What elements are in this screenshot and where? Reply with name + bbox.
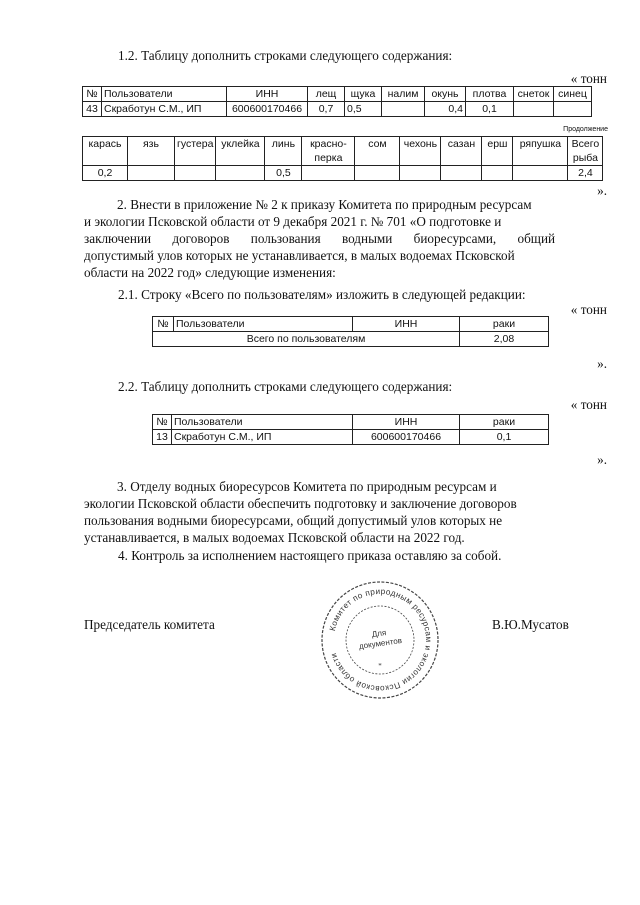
table-header-row: [153, 415, 549, 430]
total-table: [152, 316, 549, 347]
table-cell: 0,1: [466, 102, 514, 117]
table-cell: [128, 166, 175, 181]
table-cell: [355, 166, 400, 181]
header-cell: сом: [355, 137, 400, 166]
header-cell: густера: [175, 137, 216, 166]
svg-text:документов: документов: [358, 635, 403, 651]
header-cell: лещ: [308, 87, 345, 102]
table-header-row: [83, 137, 603, 166]
fish-table-part1: [82, 86, 592, 117]
header-cell: уклейка: [216, 137, 265, 166]
svg-text:*: *: [378, 662, 382, 670]
table-cell: 0,2: [83, 166, 128, 181]
table-cell: 600600170466: [227, 102, 308, 117]
header-cell: налим: [382, 87, 425, 102]
continuation-label: Продолжение: [563, 126, 608, 133]
paragraph-2-line-3: заключении договоров пользования водными биоресурсами, общий: [84, 231, 556, 246]
unit-label-tons-2: « тонн: [570, 302, 607, 317]
header-cell: линь: [265, 137, 302, 166]
table-cell: [216, 166, 265, 181]
table-cell: 2,4: [568, 166, 603, 181]
table-cell: [302, 166, 355, 181]
table-cell: 0,5: [265, 166, 302, 181]
header-cell: снеток: [514, 87, 554, 102]
header-cell: ряпушка: [513, 137, 568, 166]
table-cell: 43: [83, 102, 102, 117]
header-cell: окунь: [425, 87, 466, 102]
table-cell: [175, 166, 216, 181]
header-cell: Пользователи: [102, 87, 227, 102]
closing-quote-2: ».: [597, 356, 607, 371]
header-cell: ерш: [482, 137, 513, 166]
header-cell: сазан: [441, 137, 482, 166]
signature-name: В.Ю.Мусатов: [492, 617, 569, 632]
header-cell: ИНН: [353, 415, 460, 430]
paragraph-2-line-5: области на 2022 год» следующие изменения:: [84, 265, 336, 280]
table-cell: [441, 166, 482, 181]
raki-table: [152, 414, 549, 445]
header-cell: №: [153, 415, 172, 430]
table-header-row: [83, 87, 592, 102]
table-cell: [482, 166, 513, 181]
table-cell: 0,7: [308, 102, 345, 117]
header-cell: ИНН: [353, 317, 460, 332]
table-row: [83, 102, 592, 117]
fish-table-part2: [82, 136, 603, 181]
paragraph-3-line-3: пользования водными биоресурсами, общий допустимый улов которых не: [84, 513, 503, 528]
closing-quote-3: ».: [597, 452, 607, 467]
table-cell: 0,1: [460, 430, 549, 445]
total-value-cell: 2,08: [460, 332, 549, 347]
header-cell: щука: [345, 87, 382, 102]
paragraph-4: 4. Контроль за исполнением настоящего приказа оставляю за собой.: [118, 548, 502, 563]
header-cell: красно- перка: [302, 137, 355, 166]
section-2-1-heading: 2.1. Строку «Всего по пользователям» изложить в следующей редакции:: [118, 287, 526, 302]
closing-quote-1: ».: [597, 183, 607, 198]
paragraph-2-line-1: 2. Внести в приложение № 2 к приказу Комитета по природным ресурсам: [117, 197, 532, 212]
table-cell: Скработун С.М., ИП: [102, 102, 227, 117]
table-cell: [400, 166, 441, 181]
header-cell: синец: [554, 87, 592, 102]
header-cell: ИНН: [227, 87, 308, 102]
svg-text:Для: Для: [371, 628, 387, 640]
header-cell: плотва: [466, 87, 514, 102]
table-cell: [513, 166, 568, 181]
table-cell: 13: [153, 430, 172, 445]
header-cell: Пользователи: [172, 415, 353, 430]
header-cell: язь: [128, 137, 175, 166]
header-cell: чехонь: [400, 137, 441, 166]
header-cell: №: [83, 87, 102, 102]
paragraph-3-line-2: экологии Псковской области обеспечить подготовку и заключение договоров: [84, 496, 517, 511]
header-cell: Всего рыба: [568, 137, 603, 166]
table-cell: [514, 102, 554, 117]
svg-text:Комитет по природным ресурсам: Комитет по природным ресурсам и экологии Псковской области: [327, 586, 434, 694]
header-cell: Пользователи: [174, 317, 353, 332]
table-cell: 600600170466: [353, 430, 460, 445]
total-label-cell: Всего по пользователям: [153, 332, 460, 347]
official-seal: [320, 580, 440, 700]
table-cell: 0,5: [345, 102, 382, 117]
unit-label-tons-3: « тонн: [570, 397, 607, 412]
header-cell: карась: [83, 137, 128, 166]
table-cell: [554, 102, 592, 117]
unit-label-tons-1: « тонн: [570, 71, 607, 86]
table-row: [83, 166, 603, 181]
paragraph-3-line-4: устанавливается, в малых водоемах Псковской области на 2022 год.: [84, 530, 465, 545]
table-cell: 0,4: [425, 102, 466, 117]
signature-position: Председатель комитета: [84, 617, 215, 632]
table-row: [153, 430, 549, 445]
table-cell: [382, 102, 425, 117]
header-cell: №: [153, 317, 174, 332]
table-header-row: [153, 317, 549, 332]
section-2-2-heading: 2.2. Таблицу дополнить строками следующего содержания:: [118, 379, 453, 394]
header-cell: раки: [460, 415, 549, 430]
section-1-2-heading: 1.2. Таблицу дополнить строками следующего содержания:: [118, 48, 453, 63]
paragraph-3-line-1: 3. Отделу водных биоресурсов Комитета по природным ресурсам и: [117, 479, 497, 494]
table-row: [153, 332, 549, 347]
paragraph-2-line-2: и экологии Псковской области от 9 декабря 2021 г. № 701 «О подготовке и: [84, 214, 502, 229]
header-cell: раки: [460, 317, 549, 332]
paragraph-2-line-4: допустимый улов которых не устанавливается, в малых водоемах Псковской: [84, 248, 515, 263]
table-cell: Скработун С.М., ИП: [172, 430, 353, 445]
